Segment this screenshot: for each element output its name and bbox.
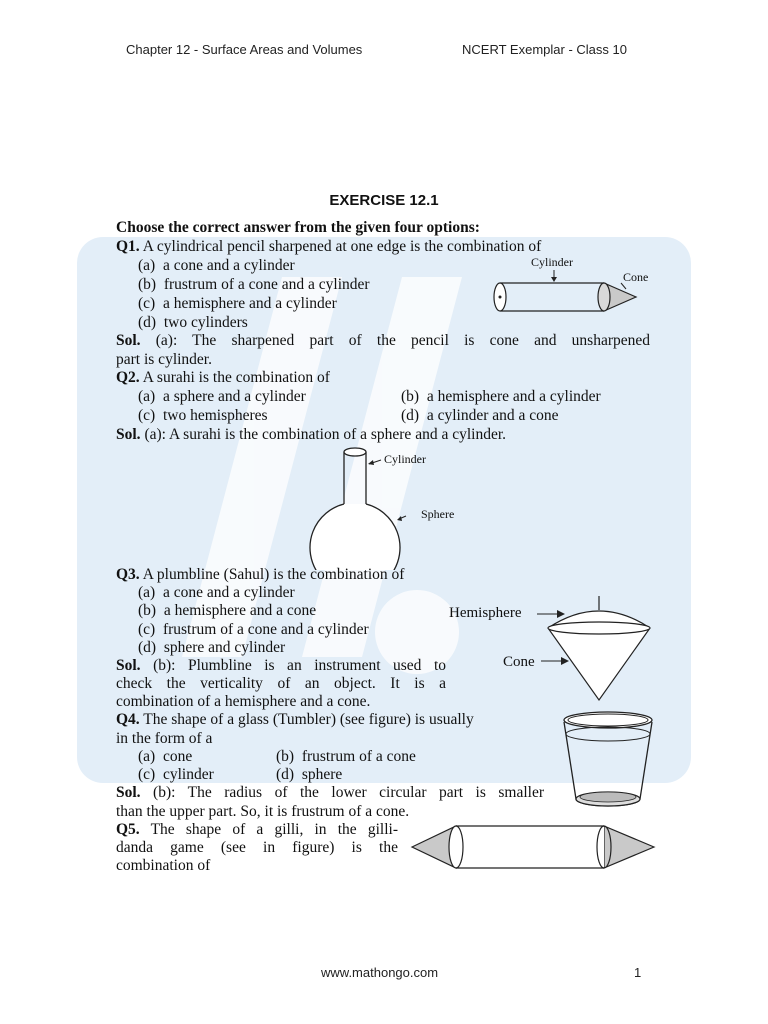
q5-question-line-2: danda game (see in figure) is the xyxy=(116,839,398,856)
q1-option-d: (d) two cylinders xyxy=(138,314,248,331)
q3-option-b: (b) a hemisphere and a cone xyxy=(138,602,317,619)
q2-label-cylinder: Cylinder xyxy=(384,452,426,466)
q1-option-c: (c) a hemisphere and a cylinder xyxy=(138,295,337,312)
q2-option-b: (b) a hemisphere and a cylinder xyxy=(401,388,601,405)
q4-question-line-2: in the form of a xyxy=(116,730,213,747)
cone-arrow xyxy=(541,655,571,667)
q4-solution-line-1: Sol. (b): The radius of the lower circular part is smaller xyxy=(116,784,544,801)
q4-option-d: (d) sphere xyxy=(276,766,343,783)
q2-solution: Sol. (a): A surahi is the combination of a sphere and a cylinder. xyxy=(116,426,507,443)
pencil-figure xyxy=(488,252,658,322)
footer-page-number: 1 xyxy=(634,965,642,980)
q1-option-b: (b) frustrum of a cone and a cylinder xyxy=(138,276,370,293)
footer-website: www.mathongo.com xyxy=(321,965,439,980)
q5-question-line-3: combination of xyxy=(116,857,211,874)
gilli-figure xyxy=(408,822,658,872)
instruction: Choose the correct answer from the given four options: xyxy=(116,219,480,236)
q1-label-cone: Cone xyxy=(623,270,649,284)
q4-option-a: (a) cone xyxy=(138,748,193,765)
q1-option-a: (a) a cone and a cylinder xyxy=(138,257,295,274)
q5-question-line-1: Q5. The shape of a gilli, in the gilli- xyxy=(116,821,398,838)
header-book-title: NCERT Exemplar - Class 10 xyxy=(462,42,627,57)
q3-option-a: (a) a cone and a cylinder xyxy=(138,584,295,601)
q2-option-a: (a) a sphere and a cylinder xyxy=(138,388,306,405)
q3-solution-line-3: combination of a hemisphere and a cone. xyxy=(116,693,371,710)
q1-label-cylinder: Cylinder xyxy=(531,255,573,269)
tumbler-figure xyxy=(556,702,660,812)
q3-option-d: (d) sphere and cylinder xyxy=(138,639,286,656)
hemisphere-arrow xyxy=(537,608,567,620)
q2-question: Q2. A surahi is the combination of xyxy=(116,369,330,386)
q4-question-line-1: Q4. The shape of a glass (Tumbler) (see figure) is usually xyxy=(116,711,474,728)
q2-number: Q2. xyxy=(116,369,140,386)
q3-label-cone: Cone xyxy=(503,654,535,670)
q4-option-c: (c) cylinder xyxy=(138,766,214,783)
q4-solution-line-2: than the upper part. So, it is frustrum of a cone. xyxy=(116,803,410,820)
q2-label-sphere: Sphere xyxy=(421,507,455,521)
q1-solution-line-1: Sol. (a): The sharpened part of the pencil is cone and unsharpened xyxy=(116,332,650,349)
q1-number: Q1. xyxy=(116,238,140,255)
q3-solution-line-1: Sol. (b): Plumbline is an instrument used to xyxy=(116,657,446,674)
q1-question: Q1. A cylindrical pencil sharpened at one edge is the combination of xyxy=(116,238,542,255)
header-chapter-title: Chapter 12 - Surface Areas and Volumes xyxy=(126,42,363,57)
q2-option-d: (d) a cylinder and a cone xyxy=(401,407,559,424)
q5-number: Q5. xyxy=(116,821,140,838)
q2-option-c: (c) two hemispheres xyxy=(138,407,268,424)
q3-solution-line-2: check the verticality of an object. It is a xyxy=(116,675,446,692)
q3-option-c: (c) frustrum of a cone and a cylinder xyxy=(138,621,369,638)
q3-number: Q3. xyxy=(116,566,140,583)
q3-label-hemisphere: Hemisphere xyxy=(449,605,522,621)
q1-solution-line-2: part is cylinder. xyxy=(116,351,212,368)
q3-question: Q3. A plumbline (Sahul) is the combination of xyxy=(116,566,405,583)
exercise-title: EXERCISE 12.1 xyxy=(329,192,439,209)
q4-option-b: (b) frustrum of a cone xyxy=(276,748,416,765)
q4-number: Q4. xyxy=(116,711,140,728)
